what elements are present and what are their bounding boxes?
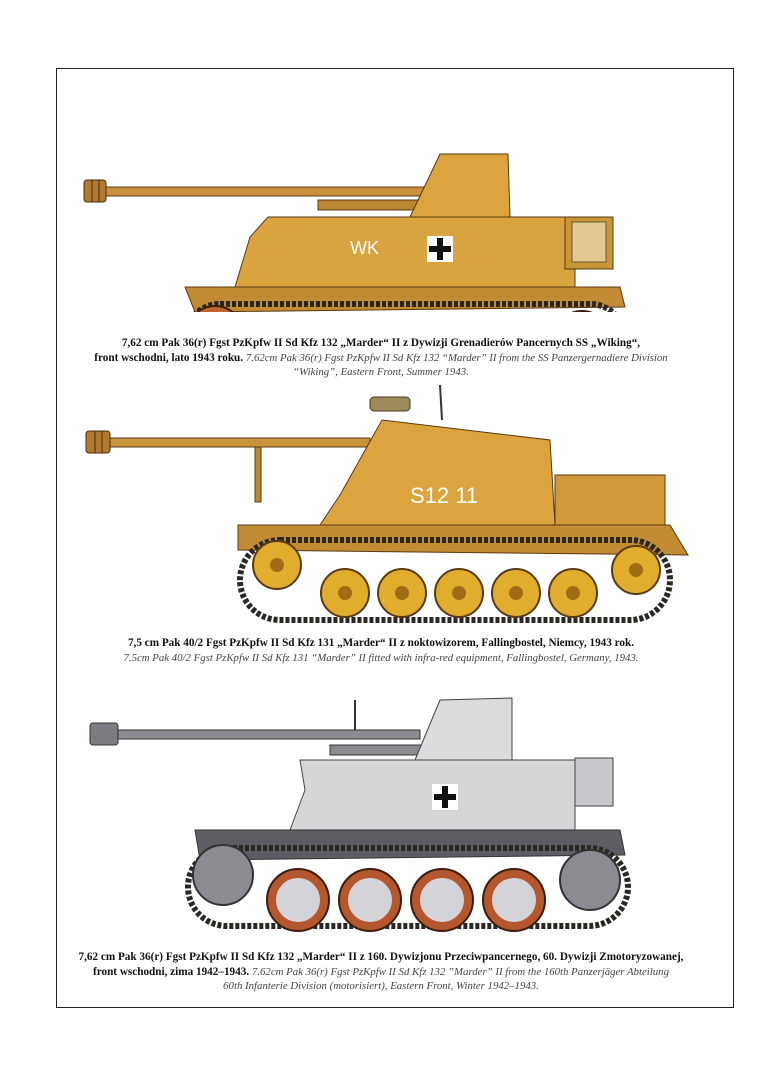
- caption-plate-1: [60, 336, 702, 380]
- marder-winter-illustration: [0, 690, 762, 940]
- caption-pl-line-2: front wschodni, zima 1942–1943.: [93, 965, 250, 978]
- caption-pl-line-1: 7,62 cm Pak 36(r) Fgst PzKpfw II Sd Kfz 132 „Marder“ II z 160. Dywizjonu Przeciwpancernego, 60. Dywizji Zmotoryzowanej,: [78, 951, 684, 963]
- caption-plate-3: [60, 950, 702, 994]
- caption-en-line-1: 7.62cm Pak 36(r) Fgst PzKpfw II Sd Kfz 132 ”Marder” II from the 160th Panzerjäger Abteilung: [251, 965, 669, 978]
- caption-en-line-2: “Wiking”, Eastern Front, Summer 1943.: [293, 366, 469, 378]
- marder-wiking-illustration: [0, 72, 762, 312]
- balkenkreuz-icon: [432, 784, 458, 810]
- caption-pl-line-1: 7,5 cm Pak 40/2 Fgst PzKpfw II Sd Kfz 131 „Marder“ II z noktowizorem, Fallingbostel, Niemcy, 1943 rok.: [127, 637, 635, 649]
- caption-en-line-1: 7.5cm Pak 40/2 Fgst PzKpfw II Sd Kfz 131 “Marder” II fitted with infra-red equipment, Fallingbostel, Germany, 1943.: [123, 651, 639, 664]
- marder-infrared-illustration: [0, 385, 762, 630]
- caption-en-line-1: 7.62cm Pak 36(r) Fgst PzKpfw II Sd Kfz 132 “Marder” II from the SS Panzergernadiere Division: [245, 351, 668, 364]
- balkenkreuz-icon: [427, 236, 453, 262]
- unit-marking-s12-11: S12 11: [410, 483, 479, 508]
- unit-marking-wk: WK: [350, 238, 379, 258]
- caption-pl-line-1: 7,62 cm Pak 36(r) Fgst PzKpfw II Sd Kfz 132 „Marder“ II z Dywizji Grenadierów Pancernych SS „Wiking“,: [121, 337, 641, 349]
- caption-pl-line-2: front wschodni, lato 1943 roku.: [94, 351, 244, 364]
- caption-en-line-2: 60th Infanterie Division (motorisiert), Eastern Front, Winter 1942–1943.: [223, 980, 539, 992]
- caption-plate-2: [60, 636, 702, 665]
